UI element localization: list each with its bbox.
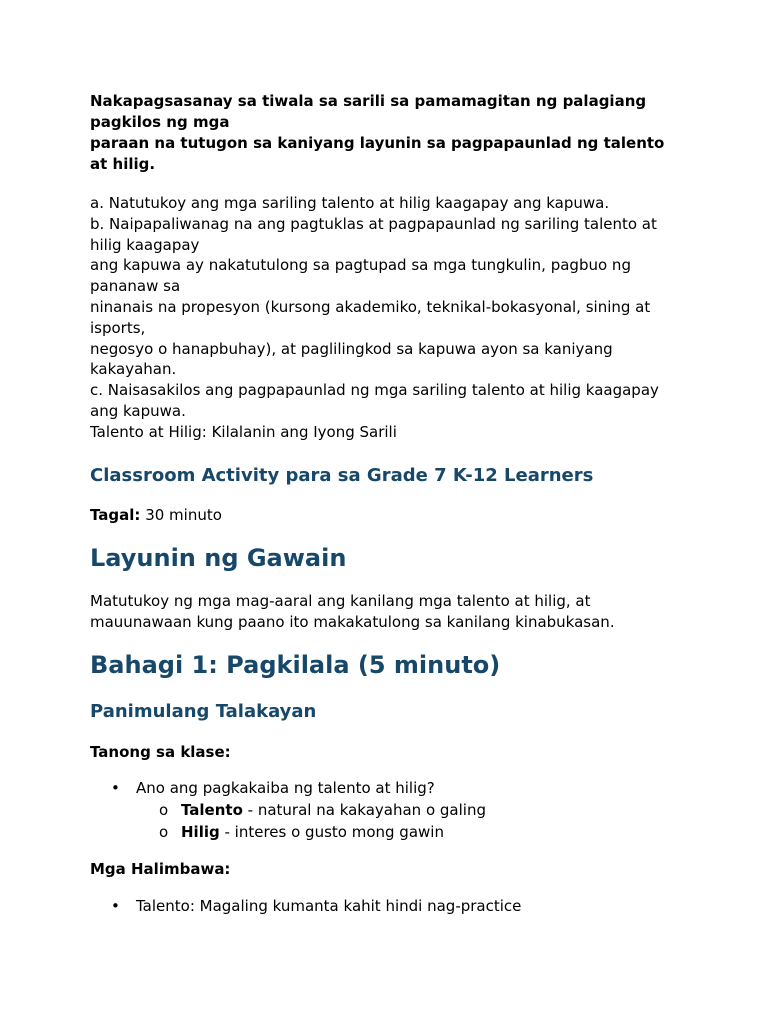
competency-line: ninanais na propesyon (kursong akademiko, teknikal-bokasyonal, sining at — [90, 297, 651, 316]
definition-term: Hilig — [181, 822, 220, 841]
question-label: Tanong sa klase: — [90, 742, 231, 761]
layunin-paragraph — [90, 591, 680, 633]
bullet-icon: • — [111, 778, 120, 797]
competency-line: ang kapuwa ay nakatutulong sa pagtupad sa mga tungkulin, pagbuo ng — [90, 256, 631, 275]
duration-label: Tagal: — [90, 505, 141, 524]
list-item — [90, 896, 680, 917]
competency-line: kakayahan. — [90, 360, 177, 379]
document-page — [90, 91, 680, 917]
sub-bullet-icon: o — [159, 800, 169, 819]
bahagi1-heading: Bahagi 1: Pagkilala (5 minuto) — [90, 650, 501, 679]
competency-line: pananaw sa — [90, 277, 181, 296]
definition-desc: - interes o gusto mong gawin — [219, 822, 444, 841]
competency-line: c. Naisasakilos ang pagpapaunlad ng mga sariling talento at hilig kaagapay — [90, 381, 659, 400]
layunin-heading: Layunin ng Gawain — [90, 543, 347, 572]
competencies-list — [90, 193, 680, 443]
examples-list — [90, 896, 680, 917]
example-text: Talento: Magaling kumanta kahit hindi nag-practice — [136, 896, 522, 915]
objective-statement — [90, 91, 680, 175]
competency-line: hilig kaagapay — [90, 235, 200, 254]
duration-line — [90, 505, 680, 526]
definition-term: Talento — [181, 800, 243, 819]
list-item — [136, 821, 680, 843]
competency-line: a. Natutukoy ang mga sariling talento at hilig kaagapay ang kapuwa. — [90, 194, 610, 212]
duration-value: 30 minuto — [140, 505, 222, 524]
bullet-icon: • — [111, 896, 120, 915]
sub-bullet-icon: o — [159, 822, 169, 841]
list-item — [90, 778, 680, 843]
question-text: Ano ang pagkakaiba ng talento at hilig? — [136, 778, 435, 797]
definition-list — [136, 799, 680, 843]
list-item — [136, 799, 680, 821]
definition-desc: - natural na kakayahan o galing — [242, 800, 486, 819]
panimula-subheading: Panimulang Talakayan — [90, 700, 317, 722]
layunin-line: mauunawaan kung paano ito makakatulong sa kanilang kinabukasan. — [90, 612, 615, 631]
layunin-line: Matutukoy ng mga mag-aaral ang kanilang mga talento at hilig, at — [90, 591, 591, 610]
objective-line: Nakapagsasanay sa tiwala sa sarili sa pamamagitan ng palagiang — [90, 92, 647, 110]
competency-line: Talento at Hilig: Kilalanin ang Iyong Sarili — [90, 422, 397, 441]
question-list — [90, 778, 680, 843]
competency-line: b. Naipapaliwanag na ang pagtuklas at pagpapaunlad ng sariling talento at — [90, 214, 657, 233]
objective-line: pagkilos ng mga — [90, 113, 230, 131]
objective-line: paraan na tutugon sa kaniyang layunin sa pagpapaunlad ng talento — [90, 134, 665, 152]
activity-heading: Classroom Activity para sa Grade 7 K-12 Learners — [90, 464, 594, 486]
objective-line: at hilig. — [90, 155, 156, 173]
competency-line: ang kapuwa. — [90, 401, 186, 420]
competency-line: isports, — [90, 318, 146, 337]
competency-line: negosyo o hanapbuhay), at paglilingkod sa kapuwa ayon sa kaniyang — [90, 339, 613, 358]
examples-label: Mga Halimbawa: — [90, 859, 231, 878]
